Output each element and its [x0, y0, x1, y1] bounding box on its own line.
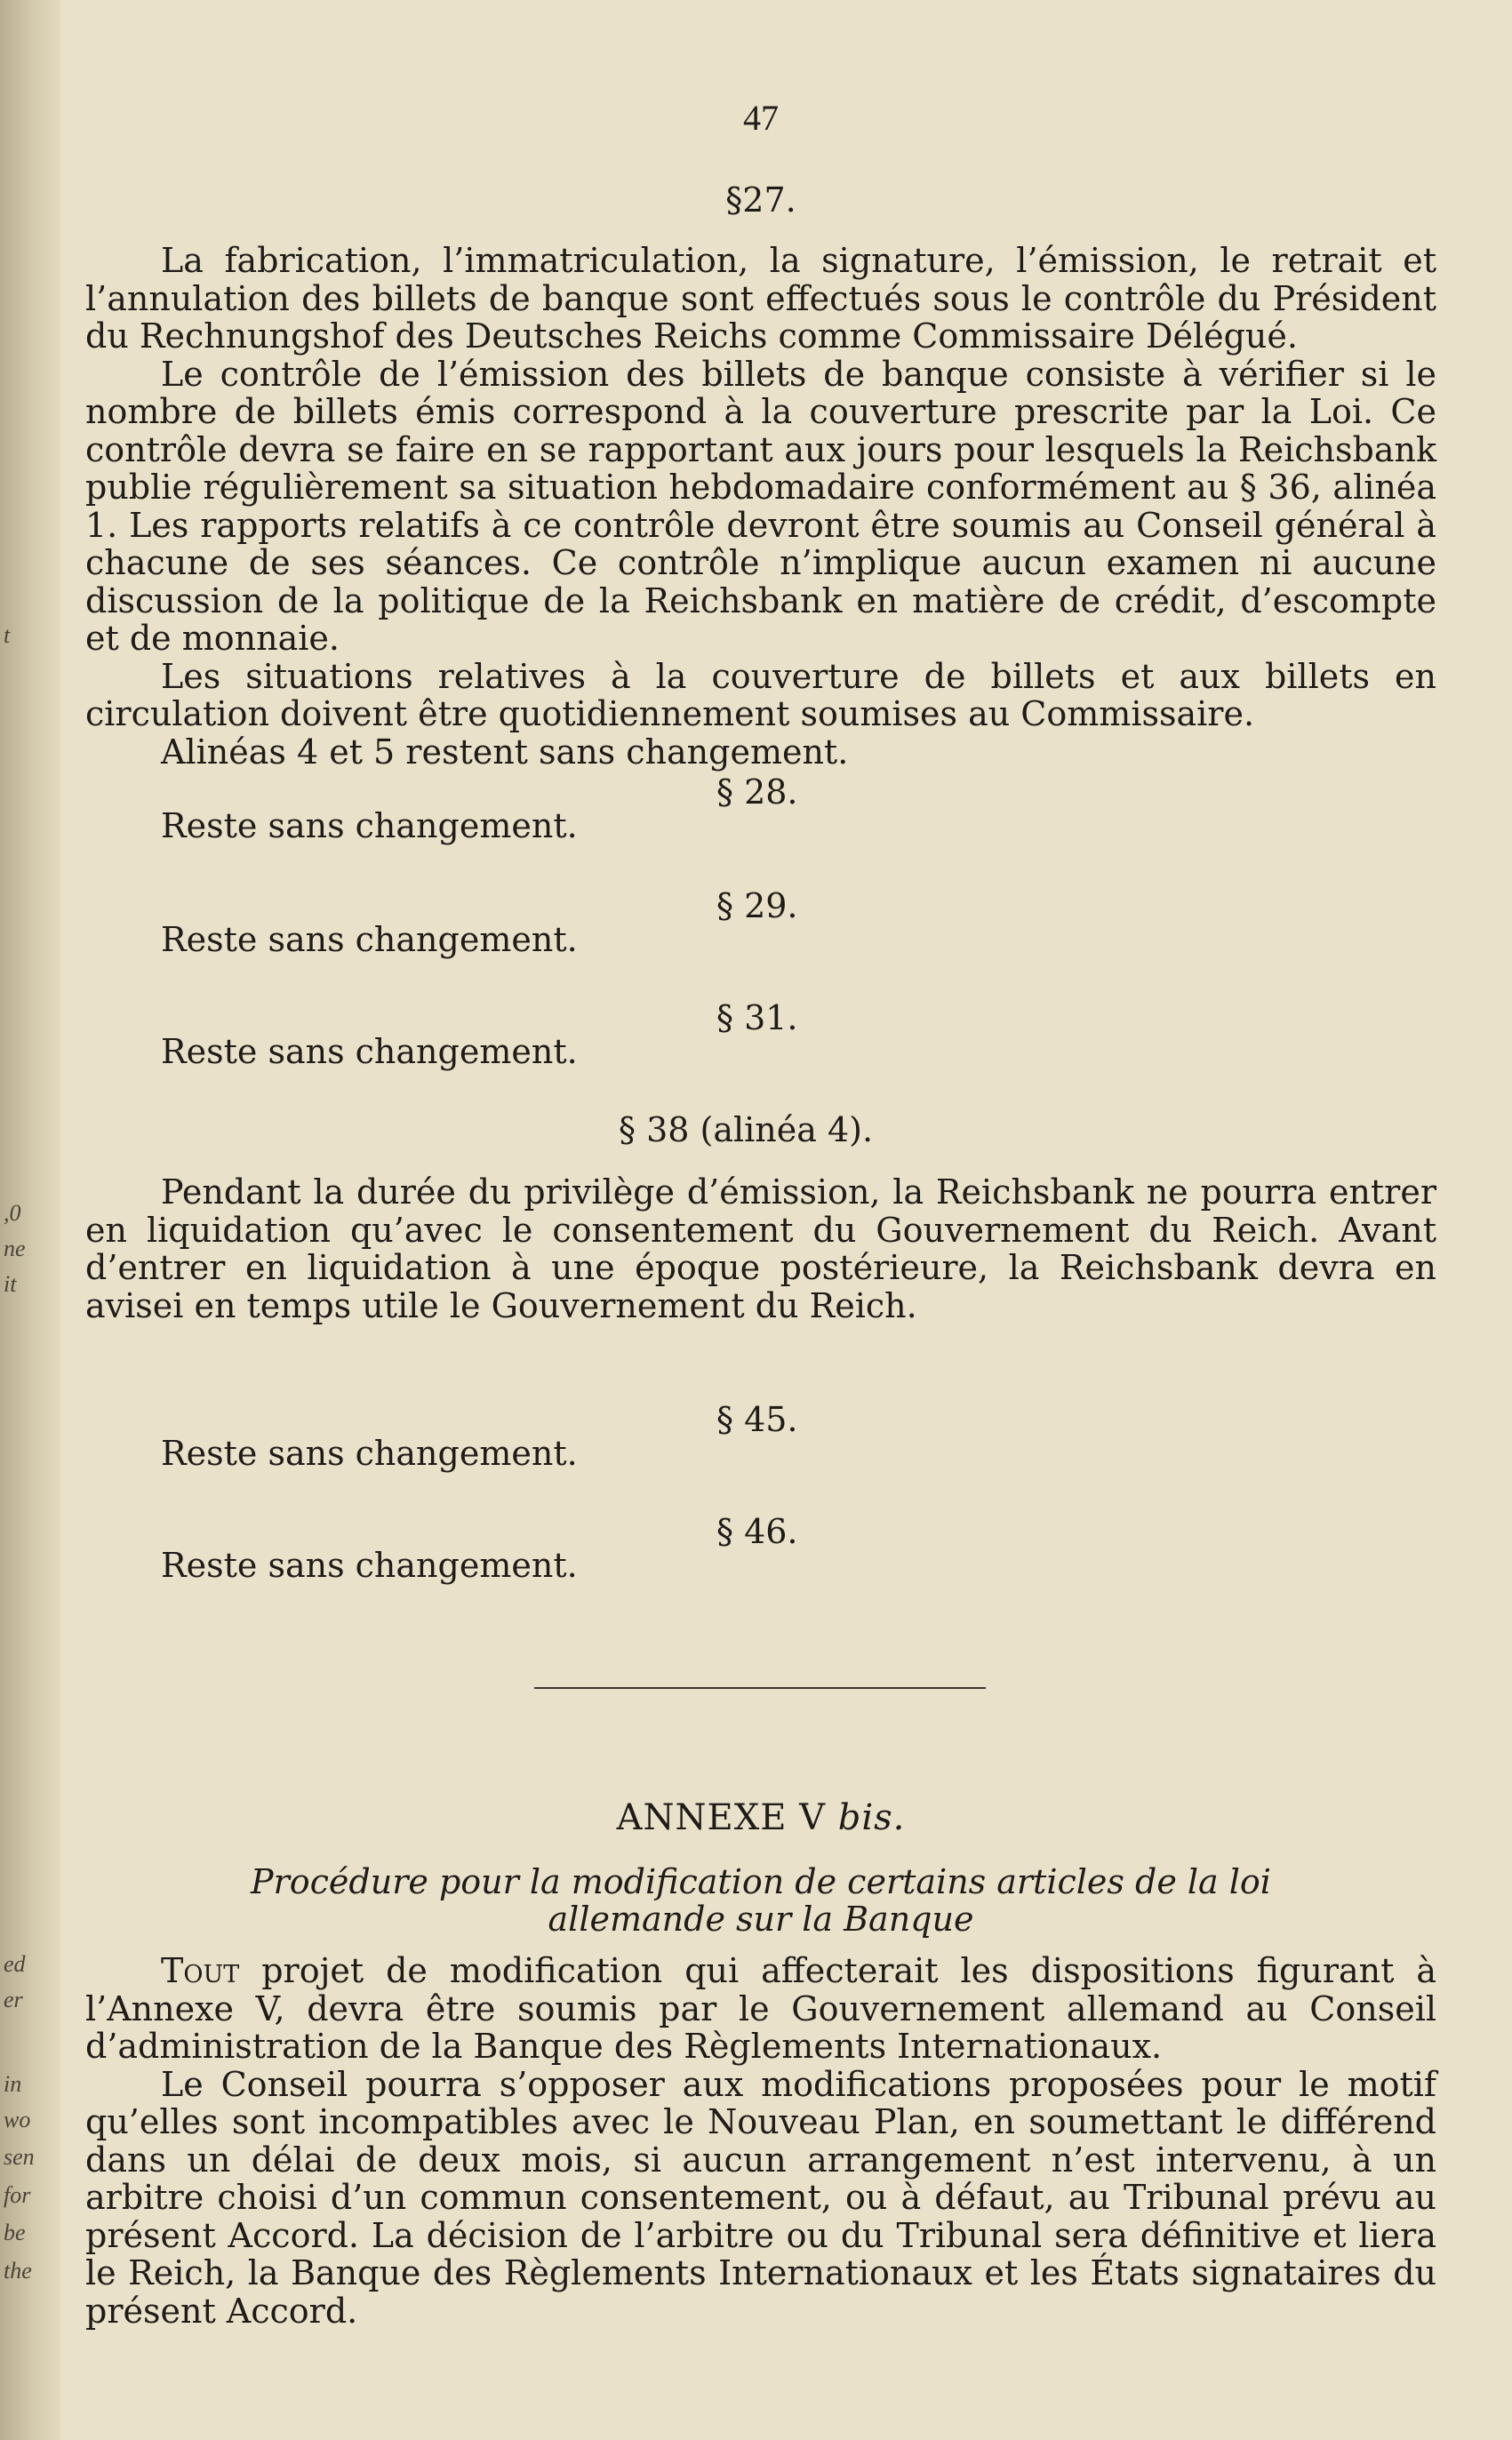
gutter-fragment: ,0: [4, 1200, 21, 1226]
gutter-fragment: ne: [4, 1236, 26, 1261]
book-gutter: [0, 0, 60, 2440]
section-27-paragraph: Les situations relatives à la couverture de billets et aux billets en circulation doivent être quotidiennement soumises au Commissaire.: [85, 656, 1436, 733]
annex-paragraph: Le Conseil pourra s’opposer aux modifications proposées pour le motif qu’elles sont incompatibles avec le Nouveau Plan, en soumettant le différend dans un délai de deux mois, si aucun arrangement n’est intervenu, à un arbitre choisi d’un commun consentement, ou à défaut, au Tribunal prévu au présent Accord. La décision de l’arbitre ou du Tribunal sera définitive et liera le Reich, la Banque des Règlements Internationaux et les États signataires du présent Accord.: [85, 2064, 1436, 2331]
section-27-paragraph: La fabrication, l’immatriculation, la signature, l’émission, le retrait et l’annulation des billets de banque sont effectués sous le contrôle du Président du Rechnungshof des Deutsches Reichs comme Commissaire Délégué.: [85, 241, 1436, 356]
section-heading-45: § 45.: [716, 1400, 798, 1439]
annex-paragraph: [85, 1952, 1436, 2066]
annex-title-suffix: bis.: [837, 1797, 906, 1838]
page-number: 47: [743, 98, 779, 138]
gutter-fragment: it: [4, 1271, 17, 1297]
section-27-body: [85, 242, 1436, 771]
gutter-fragment: be: [4, 2220, 26, 2245]
annex-body: [85, 1952, 1436, 2330]
section-29-text: Reste sans changement.: [161, 920, 578, 959]
horizontal-rule: [534, 1687, 986, 1689]
annex-subtitle: Procédure pour la modification de certains articles de la loi allemande sur la Banque: [251, 1862, 1271, 1939]
section-heading-31: § 31.: [716, 998, 798, 1037]
gutter-fragment: t: [4, 622, 11, 648]
section-46-text: Reste sans changement.: [161, 1546, 578, 1585]
gutter-fragment: in: [4, 2071, 22, 2097]
section-45-text: Reste sans changement.: [161, 1434, 578, 1473]
section-heading-38: § 38 (alinéa 4).: [619, 1110, 874, 1149]
section-heading-46: § 46.: [716, 1512, 798, 1551]
section-38-paragraph: Pendant la durée du privilège d’émission, la Reichsbank ne pourra entrer en liquidation qu’avec le consentement du Gouvernement du Reich. Avant d’entrer en liquidation à une époque postérieure, la Reichsbank devra en avisei en temps utile le Gouvernement du Reich.: [85, 1172, 1436, 1325]
gutter-fragment: er: [4, 1987, 23, 2012]
section-28-text: Reste sans changement.: [161, 806, 578, 845]
annex-paragraph-lead: Tout: [161, 1951, 240, 1990]
annex-paragraph-text: projet de modification qui affecterait les dispositions figurant à l’Annexe V, devra être soumis par le Gouvernement allemand au Conseil d’administration de la Banque des Règlements Internationaux.: [85, 1951, 1436, 2066]
section-heading-28: § 28.: [716, 772, 798, 812]
annex-title-main: ANNEXE V: [616, 1797, 826, 1838]
gutter-fragment: sen: [4, 2144, 35, 2170]
gutter-fragment: the: [4, 2258, 32, 2284]
section-heading-27: §27.: [725, 180, 796, 220]
section-27-paragraph: Le contrôle de l’émission des billets de banque consiste à vérifier si le nombre de billets émis correspond à la couverture prescrite par la Loi. Ce contrôle devra se faire en se rapportant aux jours pour lesquels la Reichsbank publie régulièrement sa situation hebdomadaire conformément au § 36, alinéa 1. Les rapports relatifs à ce contrôle devront être soumis au Conseil général à chacune de ses séances. Ce contrôle n’implique aucun examen ni aucune discussion de la politique de la Reichsbank en matière de crédit, d’escompte et de monnaie.: [85, 354, 1436, 658]
section-31-text: Reste sans changement.: [161, 1032, 578, 1071]
section-27-paragraph: Alinéas 4 et 5 restent sans changement.: [161, 732, 849, 772]
gutter-fragment: wo: [4, 2107, 31, 2132]
gutter-fragment: for: [4, 2182, 31, 2208]
section-38-body: [85, 1173, 1436, 1324]
section-heading-29: § 29.: [716, 886, 798, 925]
gutter-fragment: ed: [4, 1951, 26, 1977]
annex-title: [85, 1799, 1436, 1837]
